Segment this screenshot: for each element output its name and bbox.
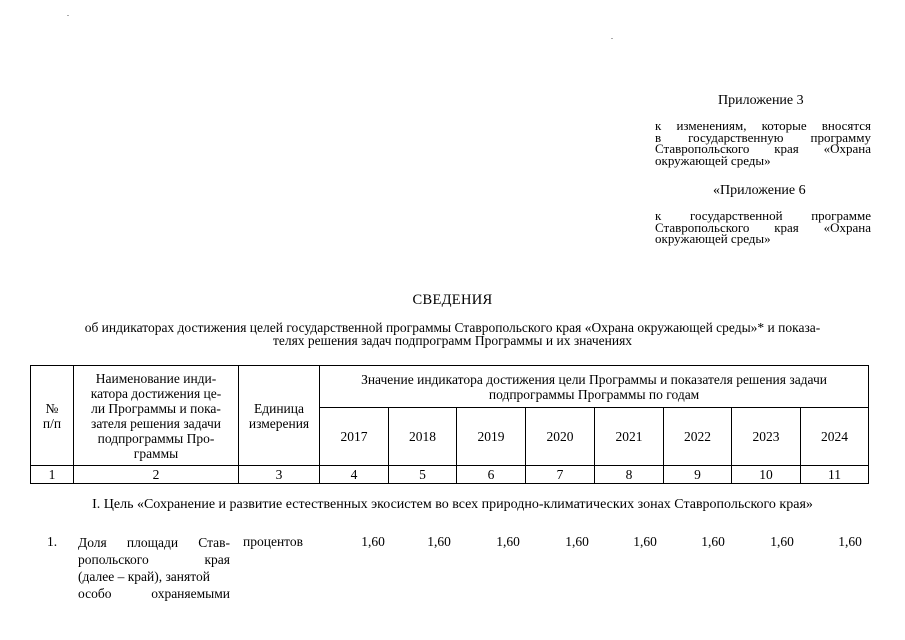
row-unit: процентов (243, 534, 304, 549)
document-title: СВЕДЕНИЯ (412, 292, 493, 308)
appendix-line: к изменениям, которые вносятся (655, 118, 871, 133)
row-value: 1,60 (633, 534, 657, 549)
col-number: 9 (664, 466, 732, 484)
year-cell: 2023 (732, 408, 801, 466)
row-value: 1,60 (838, 534, 862, 549)
row-value: 1,60 (361, 534, 385, 549)
appendix6-line: к государственной программе (655, 208, 871, 223)
col-number: 6 (457, 466, 526, 484)
year-cell: 2022 (664, 408, 732, 466)
header-num: № п/п (31, 366, 74, 466)
col-number: 1 (31, 466, 74, 484)
indicator-name-line: Доля площади Став- (78, 535, 230, 550)
year-cell: 2018 (389, 408, 457, 466)
year-cell: 2021 (595, 408, 664, 466)
appendix-line: Ставропольского края «Охрана (655, 141, 871, 156)
section-heading: I. Цель «Сохранение и развитие естественных экосистем во всех природно-климатических зонах Ставропольского края» (92, 497, 813, 512)
appendix6-title: «Приложение 6 (713, 183, 806, 198)
col-number: 8 (595, 466, 664, 484)
appendix-line: окружающей среды» (655, 152, 771, 168)
appendix-text (655, 120, 871, 166)
indicator-name-line: ропольского края (78, 552, 230, 567)
indicators-table (30, 365, 869, 484)
col-number: 2 (74, 466, 239, 484)
header-values: Значение индикатора достижения цели Программы и показателя решения задачи подпрограммы Программы по годам (320, 366, 869, 408)
subtitle-line: об индикаторах достижения целей государственной программы Ставропольского края «Охрана окружающей среды»* и показа- (84, 320, 821, 335)
year-cell: 2019 (457, 408, 526, 466)
appendix6-line: Ставропольского края «Охрана (655, 219, 871, 235)
indicator-name-line: особо охраняемыми (78, 586, 230, 601)
subtitle-line: телях решения задач подпрограмм Программы и их значениях (272, 333, 633, 348)
year-cell: 2020 (526, 408, 595, 466)
col-number: 5 (389, 466, 457, 484)
year-cell: 2017 (320, 408, 389, 466)
row-number: 1. (47, 534, 58, 549)
appendix-line: в государственную программу (655, 129, 871, 145)
row-value: 1,60 (701, 534, 725, 549)
appendix6-text (655, 210, 871, 245)
scan-dot (67, 15, 69, 16)
col-number: 11 (801, 466, 869, 484)
year-cell: 2024 (801, 408, 869, 466)
scan-dot (611, 38, 613, 39)
indicator-name-line: (далее – край), занятой (78, 569, 210, 584)
document-subtitle (30, 321, 875, 347)
appendix-title: Приложение 3 (718, 93, 804, 108)
row-value: 1,60 (496, 534, 520, 549)
row-value: 1,60 (770, 534, 794, 549)
row-value: 1,60 (565, 534, 589, 549)
col-number: 7 (526, 466, 595, 484)
header-unit: Единица измерения (239, 366, 320, 466)
col-number: 10 (732, 466, 801, 484)
header-name: Наименование инди- катора достижения це- ли Программы и пока- зателя решения задачи подпрограммы Про- граммы (74, 366, 239, 466)
col-number: 3 (239, 466, 320, 484)
col-number: 4 (320, 466, 389, 484)
row-value: 1,60 (427, 534, 451, 549)
appendix6-line: окружающей среды» (655, 231, 771, 246)
row-indicator-name (78, 534, 230, 602)
